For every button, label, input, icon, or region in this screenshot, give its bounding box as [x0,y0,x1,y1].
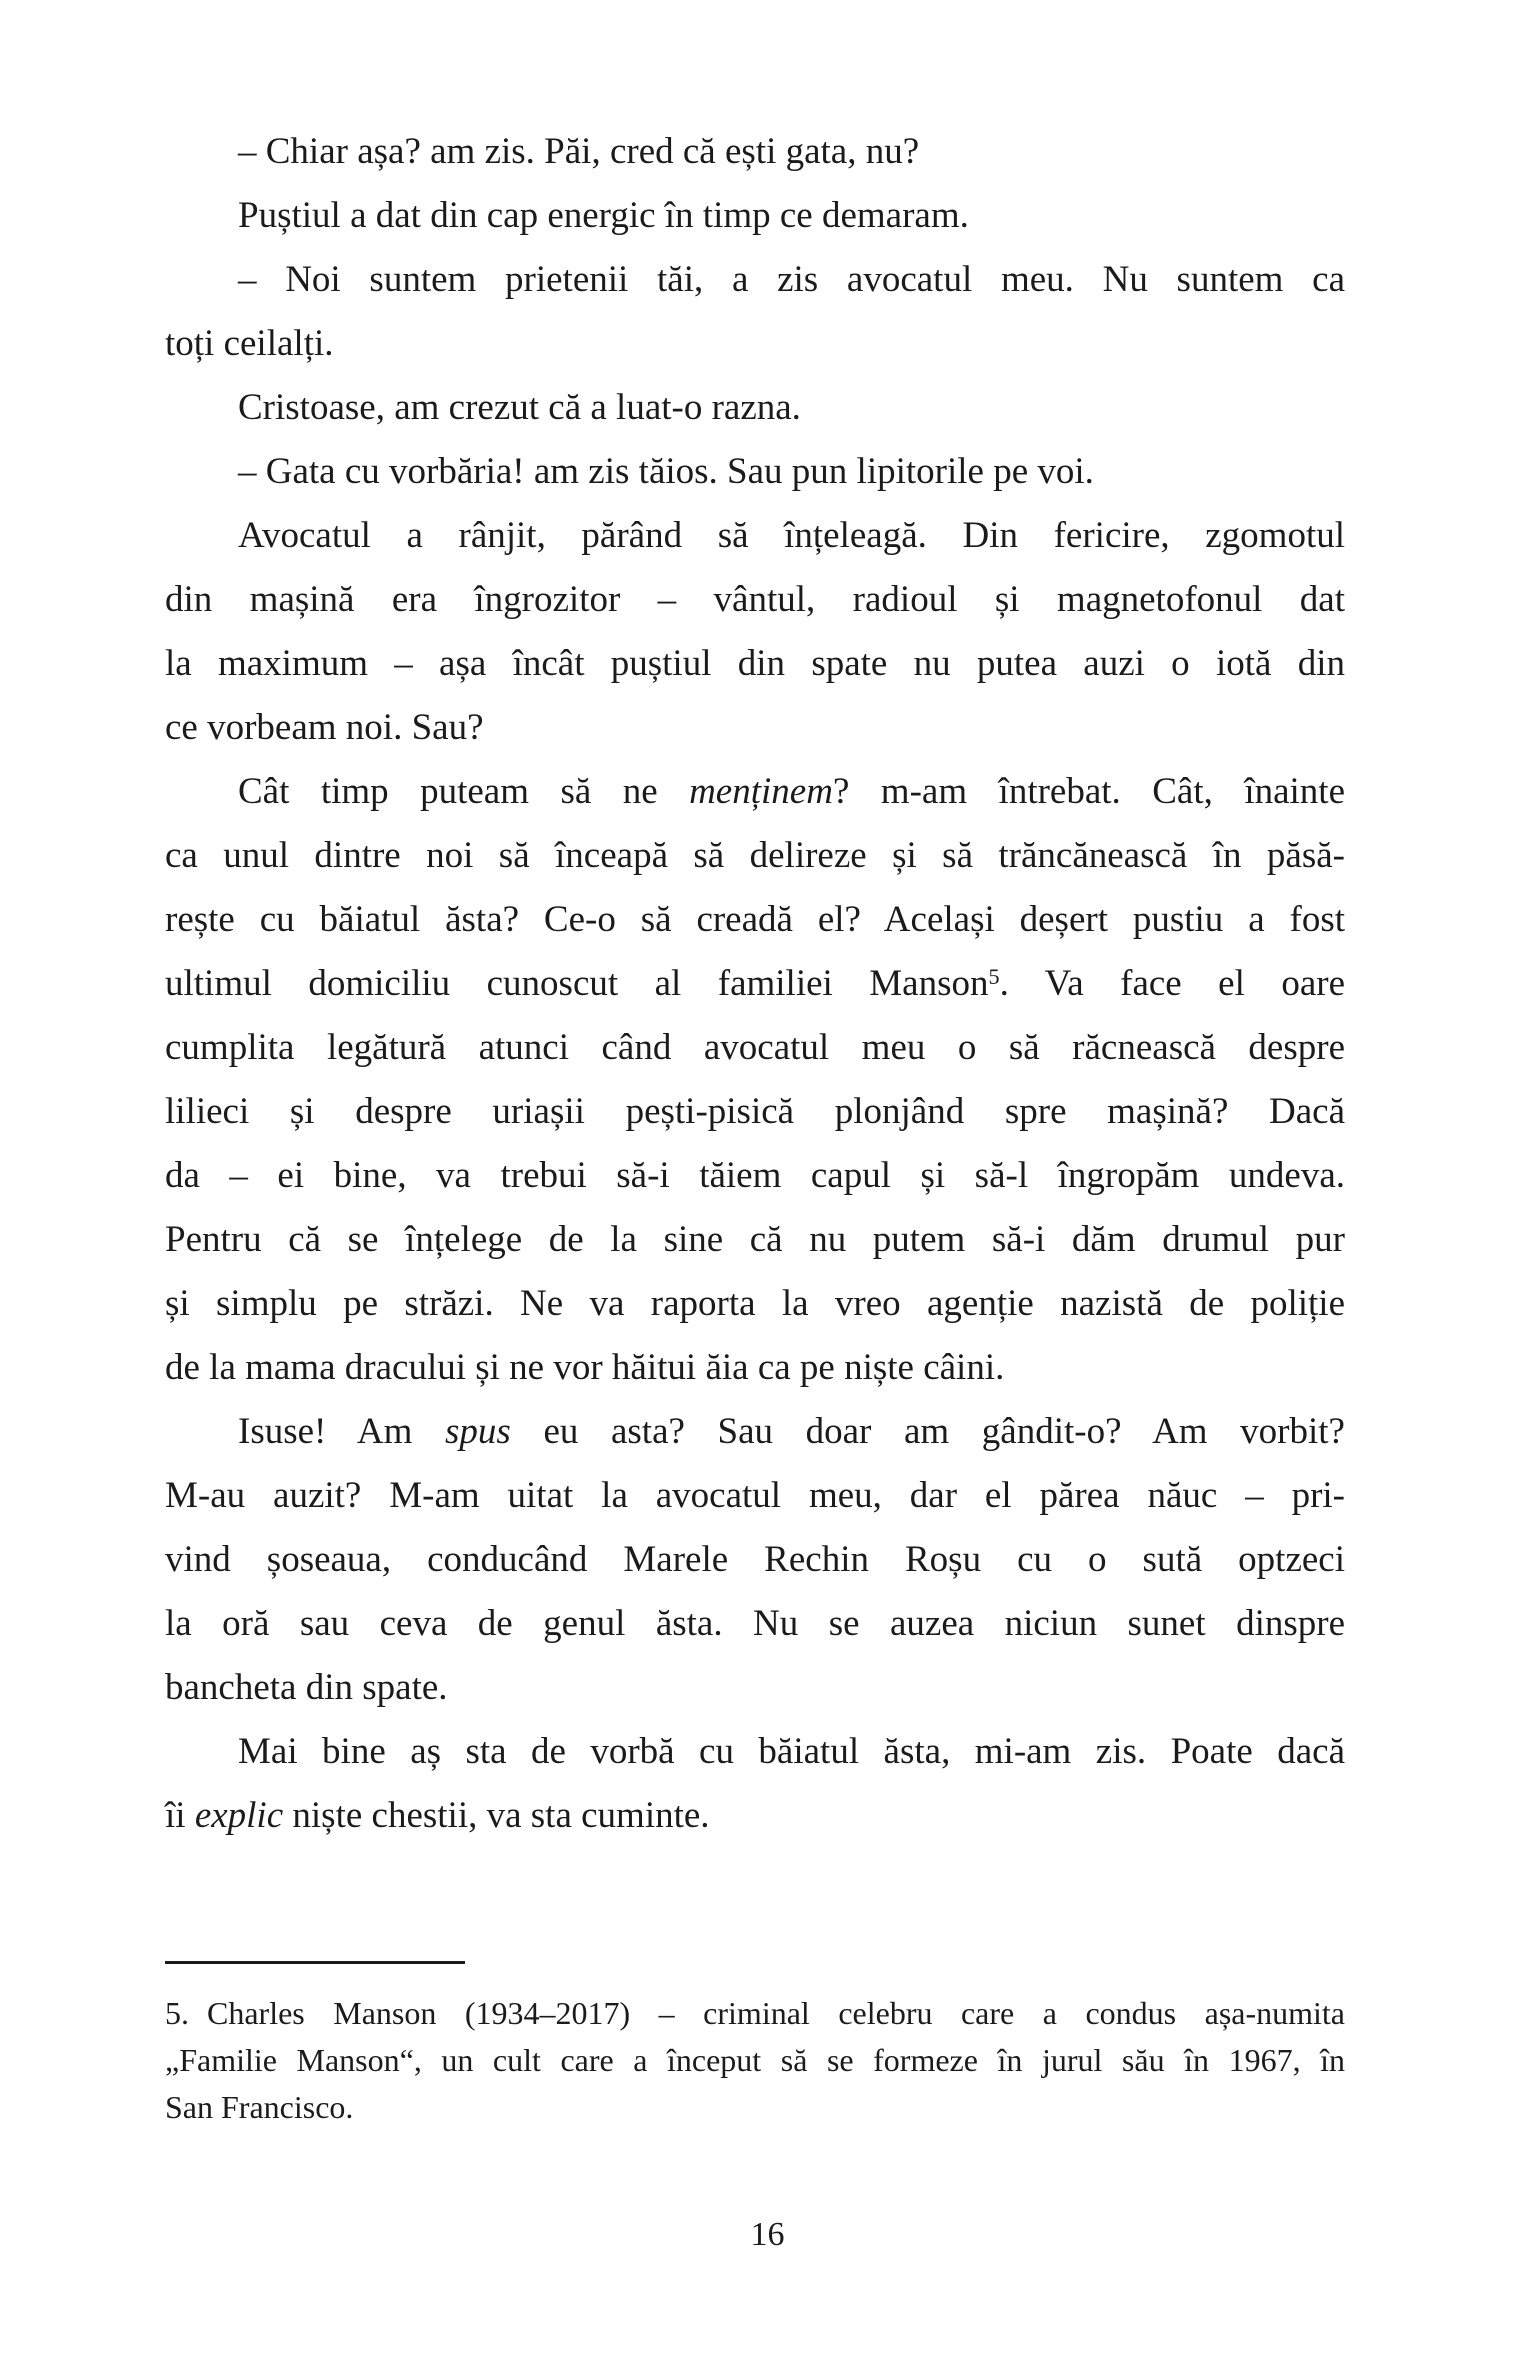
text-segment: – Noi suntem prietenii tăi, a zis avocatul meu. Nu suntem ca [238,259,1345,300]
footnote-reference: 5 [988,963,1000,989]
body-line [165,760,1345,824]
body-line [165,1016,1345,1080]
body-line [165,1400,1345,1464]
text-segment: de la mama dracului și ne vor hăitui ăia ca pe niște câini. [165,1347,1005,1388]
text-segment: M-au auzit? M-am uitat la avocatul meu, dar el părea năuc – pri- [165,1475,1345,1516]
text-segment: San Francisco. [165,2089,354,2125]
text-segment: Cristoase, am crezut că a luat-o razna. [238,387,801,428]
body-line [165,568,1345,632]
text-segment: bancheta din spate. [165,1667,448,1708]
text-segment: – Chiar așa? am zis. Păi, cred că ești gata, nu? [238,131,920,172]
body-line [165,824,1345,888]
body-line [165,1080,1345,1144]
body-line [165,1528,1345,1592]
footnote-line [165,1990,1345,2037]
text-segment: la maximum – așa încât puștiul din spate nu putea auzi o iotă din [165,643,1345,684]
body-line [165,632,1345,696]
text-segment: ce vorbeam noi. Sau? [165,707,484,748]
body-line [165,696,1345,760]
body-line [165,1272,1345,1336]
text-segment: la oră sau ceva de genul ăsta. Nu se auzea niciun sunet dinspre [165,1603,1345,1644]
italic-text-segment: spus [445,1411,511,1452]
text-segment: toți ceilalți. [165,323,334,364]
text-segment: Charles Manson (1934–2017) – criminal celebru care a condus așa-numita [207,1995,1345,2031]
body-line [165,952,1345,1016]
text-segment: ultimul domiciliu cunoscut al familiei Manson [165,963,989,1004]
body-line [165,888,1345,952]
italic-text-segment: explic [194,1795,284,1836]
footnote-number: 5. [165,1995,189,2031]
body-line [165,1784,1345,1848]
text-segment: Pentru că se înțelege de la sine că nu putem să-i dăm drumul pur [165,1219,1345,1260]
text-segment: – Gata cu vorbăria! am zis tăios. Sau pun lipitorile pe voi. [238,451,1094,492]
body-line [165,120,1345,184]
text-segment: . Va face el oare [999,963,1345,1004]
body-line [165,312,1345,376]
body-text [165,120,1345,1848]
footnote-text [165,1990,1345,2131]
text-segment: „Familie Manson“, un cult care a început să se formeze în jurul său în 1967, în [165,2042,1345,2078]
body-line [165,1592,1345,1656]
text-segment: din mașină era îngrozitor – vântul, radioul și magnetofonul dat [165,579,1345,620]
body-line [165,1464,1345,1528]
text-segment: Mai bine aș sta de vorbă cu băiatul ăsta, mi-am zis. Poate dacă [238,1731,1345,1772]
text-segment: cumplita legătură atunci când avocatul meu o să răcnească despre [165,1027,1345,1068]
footnote-separator [165,1961,465,1964]
footnote-line [165,2037,1345,2084]
text-segment: da – ei bine, va trebui să-i tăiem capul și să-l îngropăm undeva. [165,1155,1345,1196]
italic-text-segment: menținem [689,771,833,812]
body-line [165,504,1345,568]
text-segment: Avocatul a rânjit, părând să înțeleagă. Din fericire, zgomotul [238,515,1345,556]
page-number: 16 [750,2216,785,2253]
footnote-line [165,2084,1345,2131]
body-line [165,248,1345,312]
text-segment: Puștiul a dat din cap energic în timp ce demaram. [238,195,969,236]
text-segment: și simplu pe străzi. Ne va raporta la vreo agenție nazistă de poliție [165,1283,1345,1324]
text-segment: ca unul dintre noi să înceapă să delireze și să trăncănească în păsă- [165,835,1345,876]
body-line [165,1720,1345,1784]
body-line [165,1208,1345,1272]
text-segment: lilieci și despre uriașii pești-pisică plonjând spre mașină? Dacă [165,1091,1345,1132]
text-segment: rește cu băiatul ăsta? Ce-o să creadă el? Același deșert pustiu a fost [165,899,1345,940]
body-line [165,184,1345,248]
body-line [165,440,1345,504]
text-segment: Cât timp puteam să ne [238,771,690,812]
text-segment: Isuse! Am [238,1411,446,1452]
text-segment: niște chestii, va sta cuminte. [283,1795,710,1836]
body-line [165,1336,1345,1400]
text-segment: îi [165,1795,195,1836]
text-segment: vind șoseaua, conducând Marele Rechin Roșu cu o sută optzeci [165,1539,1345,1580]
body-line [165,1656,1345,1720]
text-segment: ? m-am întrebat. Cât, înainte [832,771,1345,812]
text-segment: eu asta? Sau doar am gândit-o? Am vorbit? [510,1411,1345,1452]
body-line [165,1144,1345,1208]
body-line [165,376,1345,440]
